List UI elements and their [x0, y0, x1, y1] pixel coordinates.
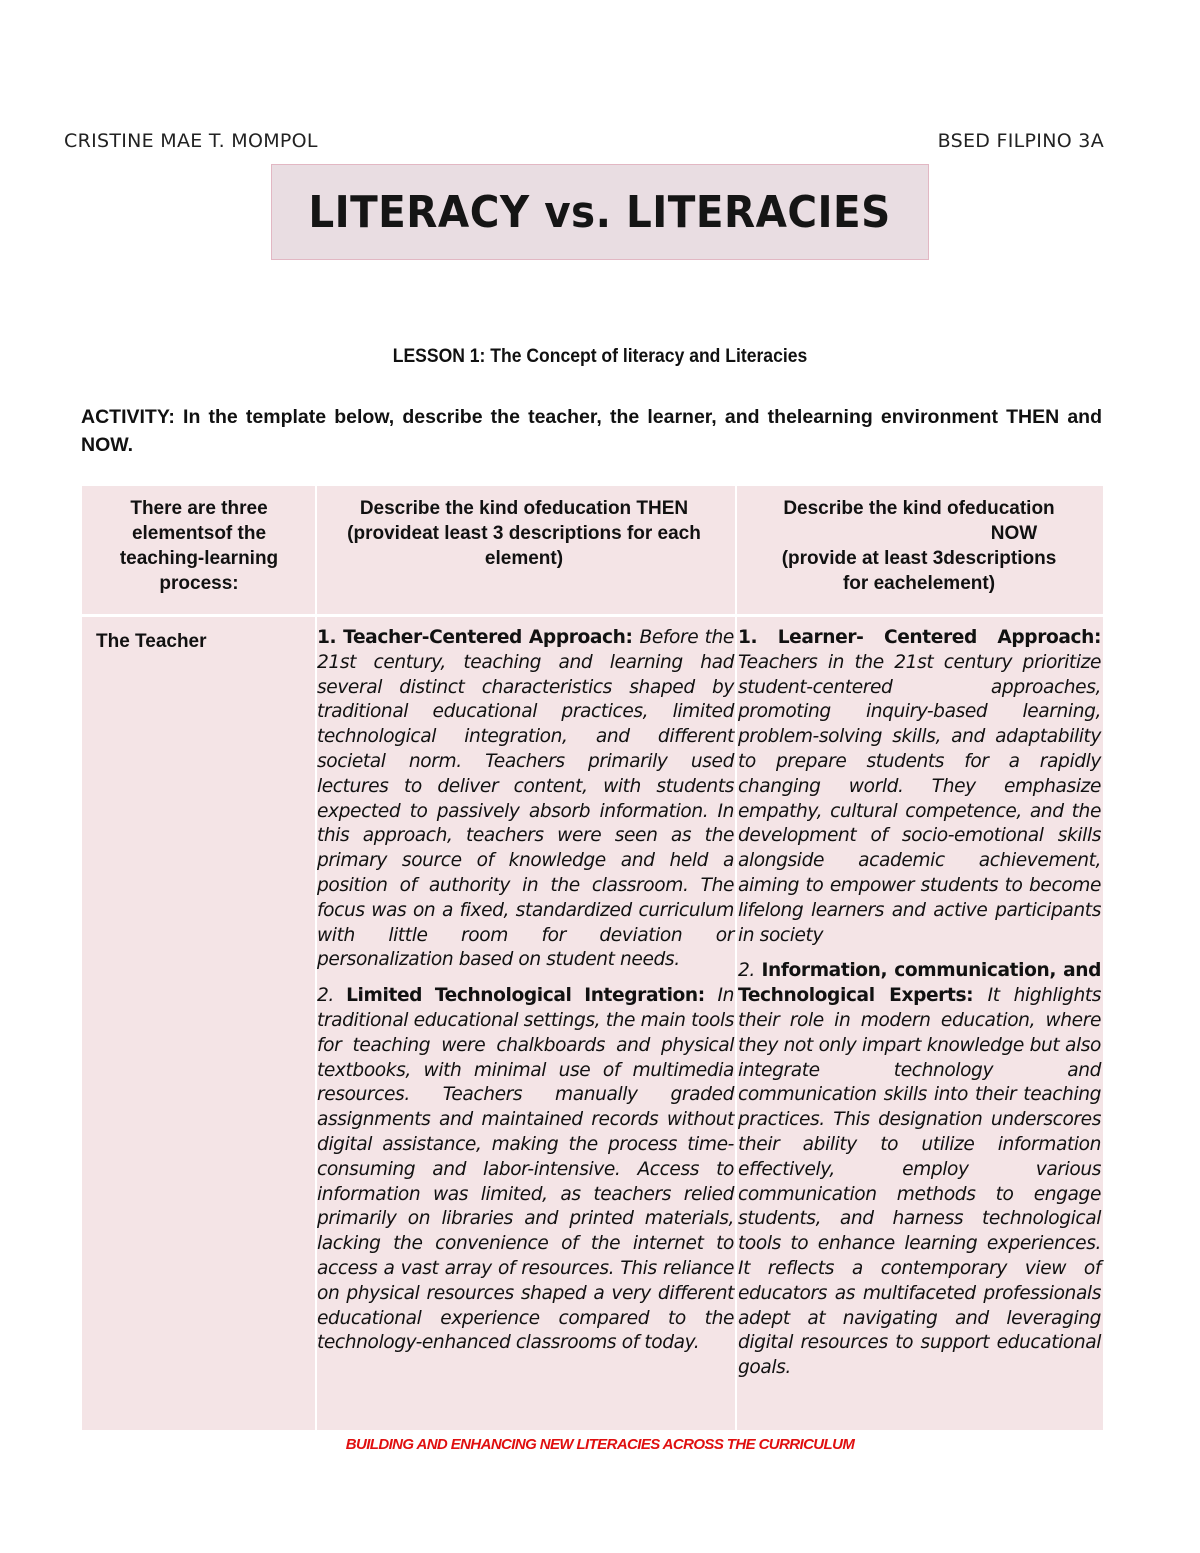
activity-table: [82, 486, 1103, 1430]
student-name: CRISTINE MAE T. MOMPOL: [64, 130, 318, 152]
header-now: [754, 496, 1084, 596]
now-item: [738, 626, 1101, 948]
title-banner: [271, 164, 929, 260]
course-section: BSED FILPINO 3A: [937, 130, 1104, 152]
header-now-line: for eachelement): [842, 573, 996, 594]
then-item-text: In traditional educational settings, the main tools for teaching were chalkboards and physical textbooks, with minimal use of multimedia resources. Teachers manually graded assignments and maintained records without digital assistance, making the process time-consuming and labor-intensive. Access to information was limited, as teachers relied primarily on libraries and printed materials, lacking the convenience of the internet to access a vast array of resources. This reliance on physical resources shaped a very different educational experience compared to the technology-enhanced classrooms of today.: [317, 985, 734, 1354]
now-cell: [738, 626, 1101, 1392]
row-label-teacher: The Teacher: [96, 631, 207, 652]
column-divider: [735, 486, 737, 1430]
page-footer: BUILDING AND ENHANCING NEW LITERACIES ACROSS THE CURRICULUM: [345, 1436, 855, 1453]
header-now-line: Describe the kind ofeducation: [783, 498, 1055, 519]
now-item-number: 1.: [738, 627, 778, 648]
header-then: Describe the kind ofeducation THEN (provideat least 3 descriptions for each element): [347, 498, 701, 569]
now-item-heading: Learner- Centered Approach:: [777, 627, 1101, 648]
now-item-text: Teachers in the 21st century prioritize student-centered approaches, promoting inquiry-based learning, problem-solving skills, and adaptability to prepare students for a rapidly changing world. They emphasize empathy, cultural competence, and the development of socio-emotional skills alongside academic achievement, aiming to empower students to become lifelong learners and active participants in society: [738, 651, 1101, 946]
header-now-line: (provide at least 3descriptions: [781, 548, 1057, 569]
now-item-number: 2.: [738, 960, 762, 982]
header-elements: There are three elementsof the teaching-learning process:: [119, 498, 279, 594]
then-item: [317, 984, 734, 1356]
now-item-heading: Information, communication, and Technological Experts:: [738, 960, 1102, 1007]
header-now-line: NOW: [990, 523, 1038, 544]
then-item-heading: Teacher-Centered Approach:: [343, 627, 640, 648]
page-title: LITERACY vs. LITERACIES: [308, 186, 892, 238]
now-item: [738, 959, 1101, 1381]
then-item-number: 2.: [317, 985, 347, 1007]
then-cell: [317, 626, 734, 1367]
now-item-text: It highlights their role in modern education, where they not only impart knowledge but also integrate technology and communication skills into their teaching practices. This designation underscores their ability to utilize information effectively, employ various communication methods to engage students, and harness technological tools to enhance learning experiences. It reflects a contemporary view of educators as multifaceted professionals adept at navigating and leveraging digital resources to support educational goals.: [738, 985, 1102, 1379]
activity-instructions: ACTIVITY: In the template below, describe the teacher, the learner, and thelearning environment THEN and NOW.: [81, 406, 1102, 456]
then-item-text: Before the 21st century, teaching and learning had several distinct characteristics shaped by traditional educational practices, limited technological integration, and different societal norm. Teachers primarily used lectures to deliver content, with students expected to passively absorb information. In this approach, teachers were seen as the primary source of knowledge and held a position of authority in the classroom. The focus was on a fixed, standardized curriculum with little room for deviation or personalization based on student needs.: [317, 627, 734, 971]
then-item-heading: Limited Technological Integration:: [346, 985, 718, 1007]
then-item-number: 1.: [317, 627, 344, 648]
lesson-heading: LESSON 1: The Concept of literacy and Literacies: [392, 345, 808, 367]
row-divider: [82, 614, 1103, 617]
then-item: [317, 626, 734, 973]
header-row: [64, 130, 1104, 152]
